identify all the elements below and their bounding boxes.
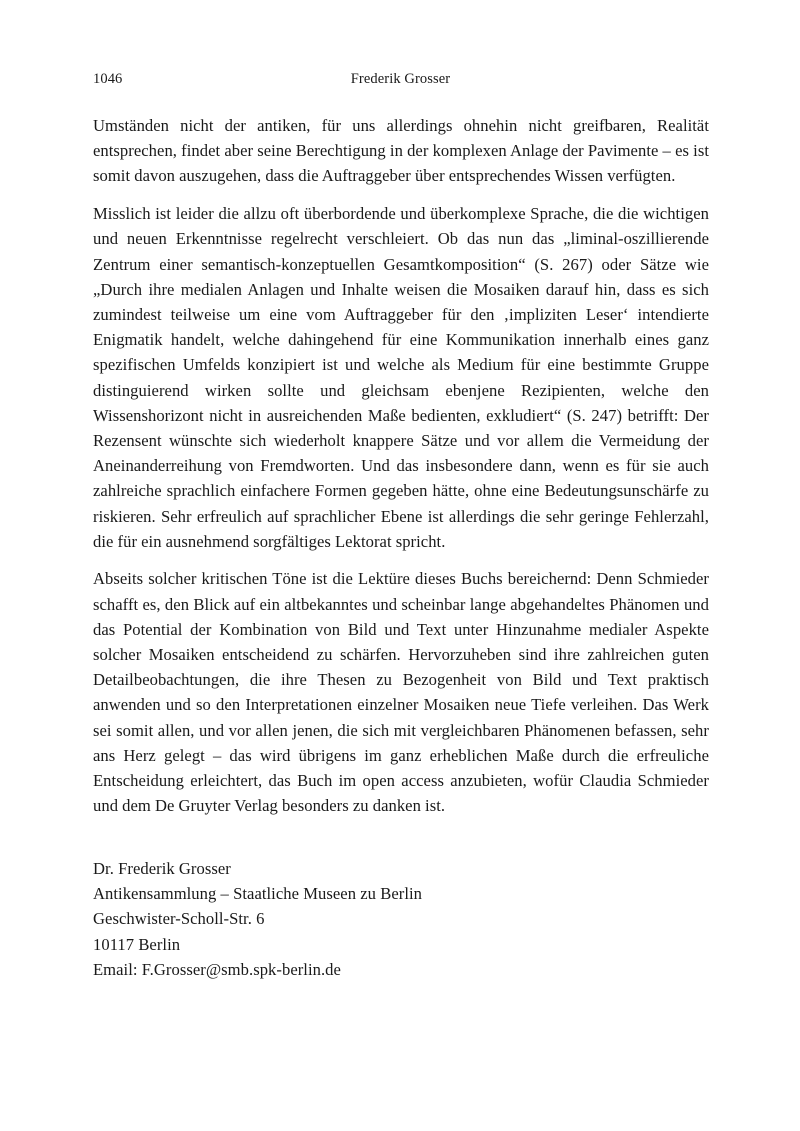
contact-line-institution: Antikensammlung – Staatliche Museen zu Berlin — [93, 884, 422, 904]
page-number: 1046 — [93, 71, 123, 87]
body-paragraph: Misslich ist leider die allzu oft überbordende und überkomplexe Sprache, die die wichtigen und neuen Erkenntnisse regelrecht verschleiert. Ob das nun das „liminal-oszillierende Zentrum einer semantisch-konzeptuellen Gesamtkomposition“ (S. 267) oder Sätze wie „Durch ihre medialen Anlagen und Inhalte weisen die Mosaiken darauf hin, dass es sich zumindest teilweise um eine vom Auftraggeber für den ‚impliziten Leser‘ intendierte Enigmatik handelt, welche dahingehend für eine Kommunikation innerhalb eines ganz spezifischen Umfelds konzipiert ist und welche als Medium für eine bestimmte Gruppe distinguierend wirken sollte und gleichsam ebenjene Rezipienten, welche den Wissenshorizont nicht in ausreichenden Maße bedienten, exkludiert“ (S. 247) betrifft: Der Rezensent wünschte sich wiederholt knappere Sätze und vor allem die Vermeidung der Aneinanderreihung von Fremdworten. Und das insbesondere dann, wenn es für sie auch zahlreiche sprachlich einfachere Formen gegeben hätte, ohne eine Bedeutungsunschärfe zu riskieren. Sehr erfreulich auf sprachlicher Ebene ist allerdings die sehr geringe Fehlerzahl, die für ein ausnehmend sorgfältiges Lektorat spricht. — [93, 204, 709, 551]
author-contact-block — [93, 856, 708, 982]
body-paragraph: Abseits solcher kritischen Töne ist die Lektüre dieses Buchs bereichernd: Denn Schmieder schafft es, den Blick auf ein altbekanntes und scheinbar lange abgehandeltes Phänomen und das Potential der Kombination von Bild und Text unter Hinzunahme medialer Aspekte solcher Mosaiken entscheidend zu schärfen. Hervorzuheben sind ihre zahlreichen guten Detailbeobachtungen, die ihre Thesen zu Bezogenheit von Bild und Text praktisch anwenden und so den Interpretationen einzelner Mosaiken neue Tiefe verleihen. Das Werk sei somit allen, und vor allen jenen, die sich mit vergleichbaren Phänomenen befassen, sehr ans Herz gelegt – das wird übrigens im ganz erheblichen Maße durch die erfreuliche Entscheidung erleichtert, das Buch im open access anzubieten, wofür Claudia Schmieder und dem De Gruyter Verlag besonders zu danken ist. — [93, 569, 709, 816]
body-text-column — [93, 113, 709, 818]
body-paragraph: Umständen nicht der antiken, für uns allerdings ohnehin nicht greifbaren, Realität entsprechen, findet aber seine Berechtigung in der komplexen Anlage der Pavimente – es ist somit davon auszugehen, dass die Auftraggeber über entsprechendes Wissen verfügten. — [93, 116, 709, 186]
contact-line-email: Email: F.Grosser@smb.spk-berlin.de — [93, 959, 341, 979]
contact-line-name: Dr. Frederik Grosser — [93, 859, 231, 878]
contact-line-street: Geschwister-Scholl-Str. 6 — [93, 909, 265, 929]
running-head-author: Frederik Grosser — [350, 71, 451, 87]
contact-line-city: 10117 Berlin — [93, 934, 181, 954]
running-head — [93, 68, 708, 90]
